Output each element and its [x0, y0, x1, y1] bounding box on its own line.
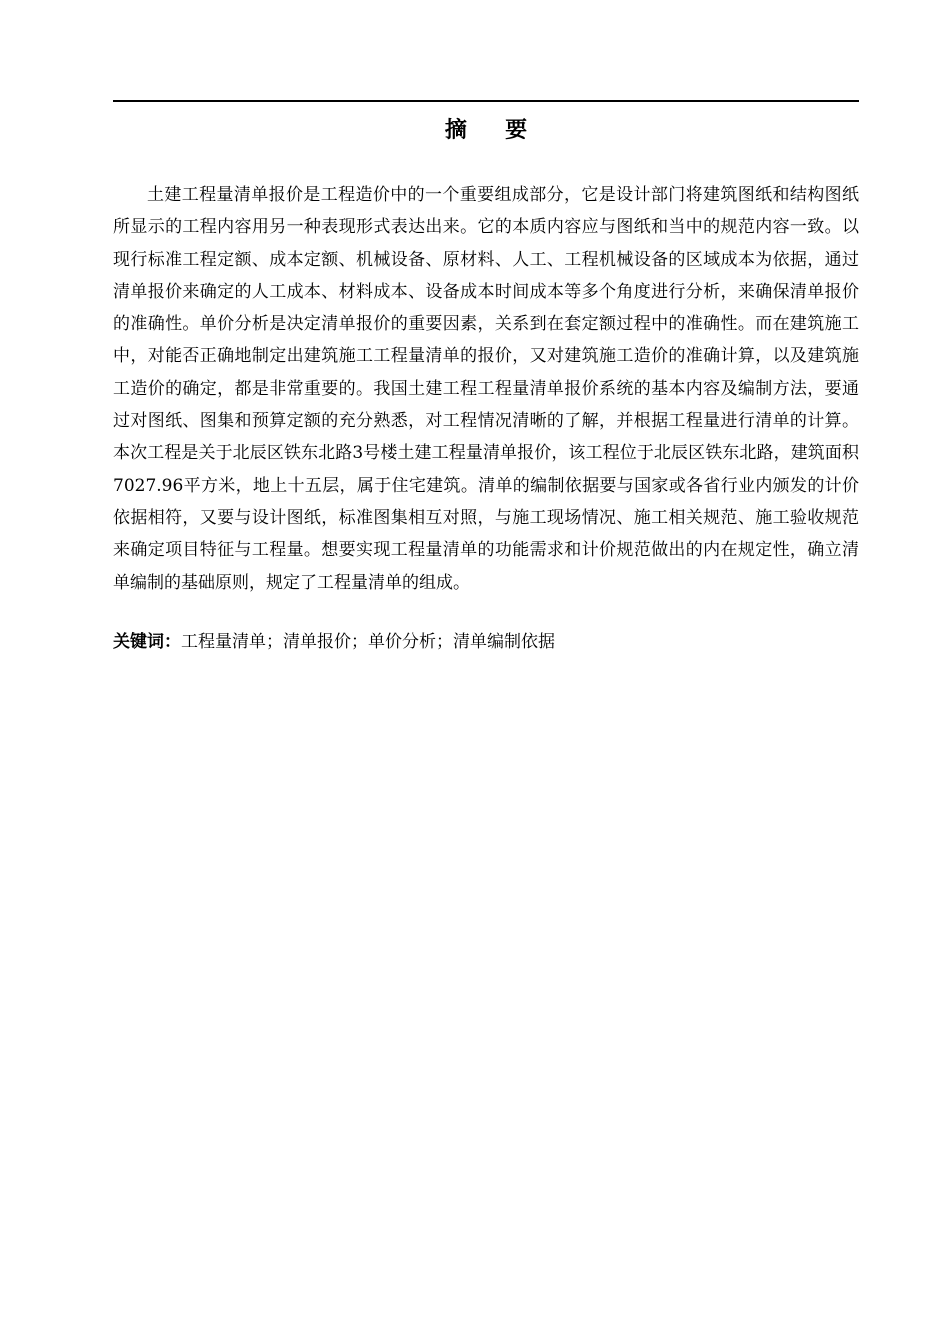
keywords-line: [113, 626, 859, 658]
keywords-label: 关键词：: [113, 632, 181, 652]
header-rule: [113, 100, 859, 102]
abstract-body: 土建工程量清单报价是工程造价中的一个重要组成部分，它是设计部门将建筑图纸和结构图纸所显示的工程内容用另一种表现形式表达出来。它的本质内容应与图纸和当中的规范内容一致。以现行标准工程定额、成本定额、机械设备、原材料、人工、工程机械设备的区域成本为依据，通过清单报价来确定的人工成本、材料成本、设备成本时间成本等多个角度进行分析，来确保清单报价的准确性。单价分析是决定清单报价的重要因素，关系到在套定额过程中的准确性。而在建筑施工中，对能否正确地制定出建筑施工工程量清单的报价，又对建筑施工造价的准确计算，以及建筑施工造价的确定，都是非常重要的。我国土建工程工程量清单报价系统的基本内容及编制方法，要通过对图纸、图集和预算定额的充分熟悉，对工程情况清晰的了解，并根据工程量进行清单的计算。本次工程是关于北辰区铁东北路3号楼土建工程量清单报价，该工程位于北辰区铁东北路，建筑面积7027.96平方米，地上十五层，属于住宅建筑。清单的编制依据要与国家或各省行业内颁发的计价依据相符，又要与设计图纸，标准图集相互对照，与施工现场情况、施工相关规范、施工验收规范来确定项目特征与工程量。想要实现工程量清单的功能需求和计价规范做出的内在规定性，确立清单编制的基础原则，规定了工程量清单的组成。: [113, 185, 859, 593]
abstract-title: 摘 要: [444, 118, 528, 143]
keywords-list: 工程量清单；清单报价；单价分析；清单编制依据: [181, 632, 555, 652]
